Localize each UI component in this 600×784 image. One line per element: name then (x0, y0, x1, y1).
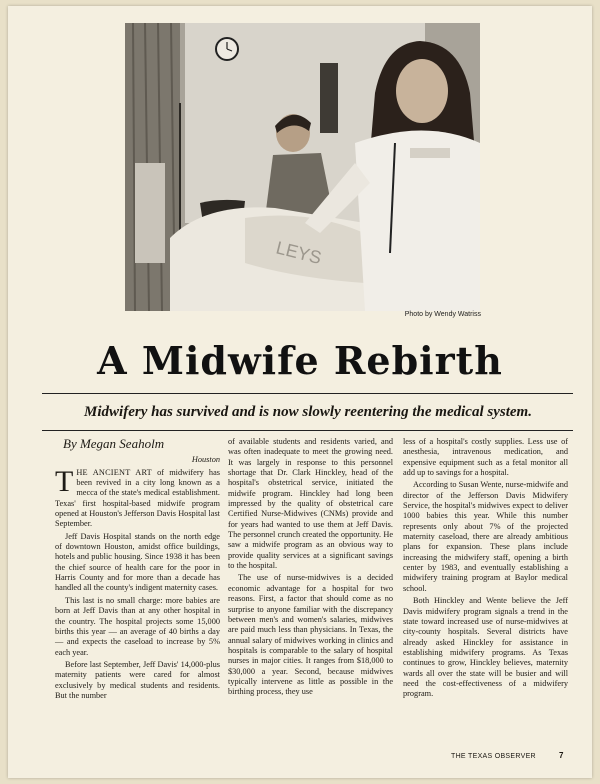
paragraph-text: of midwifery has been revived in a city long known as a mecca of the state's medical establishment. Texas' first hospital-based midwife program opened at Houston's Jefferson Davis Hospital last September. (55, 467, 220, 529)
article-photo (125, 23, 480, 311)
dateline: Houston (191, 455, 220, 465)
paragraph (55, 464, 220, 530)
deck-subtitle: Midwifery has survived and is now slowly reentering the medical system. (84, 404, 532, 420)
paragraph: According to Susan Wente, nurse-midwife and director of the Jefferson Davis Midwifery Service, the hospital's midwives expect to deliver 1000 babies this year. While this number represents only about 7% of the projected maternity caseload, there are already ambitious plans for expansion. These plans include increasing the midwifery staff, opening a birth center by 1983, and eventually establishing a midwifery training program at Baylor medical school. (403, 480, 568, 593)
column-2 (228, 437, 393, 700)
magazine-page (8, 6, 592, 778)
paragraph: of available students and residents varied, and was often inadequate to meet the growing need. It was largely in response to this personnel shortage that Dr. Clark Hinckley, head of the hospital's obstetrical service, initiated the midwife program. Hinckley had long been impressed by the quality of obstetrical care Certified Nurse-Midwives (CNMs) provide and for years had wanted to use them at Jeff Davis. The personnel crunch created the opportunity. He saw a midwife program as an obvious way to provide quality services at a significant savings to the hospital. (228, 437, 393, 571)
lead-caps: HE ANCIENT ART (76, 467, 152, 477)
drop-cap: T (55, 464, 74, 498)
top-rule (42, 393, 573, 394)
paragraph: This last is no small charge: more babies are born at Jeff Davis than at any other hospital in the country. The hospital projects some 15,000 births this year — an average of 40 births a day — and expects the caseload to increase by 5% each year. (55, 595, 220, 657)
publication-name: THE TEXAS OBSERVER (451, 753, 536, 760)
photo-of-midwife-examining-patient-icon (125, 23, 480, 311)
bottom-rule (42, 430, 573, 431)
paragraph: Jeff Davis Hospital stands on the north edge of downtown Houston, amidst office buildings, hotels and public housing. Since 1938 it has been the chief source of health care for the poor in Harris County and for more than a decade has handled all the county's indigent maternity cases. (55, 531, 220, 593)
page-number: 7 (559, 751, 564, 760)
photo-credit: Photo by Wendy Watriss (404, 311, 481, 318)
svg-text:LEYS: LEYS (274, 237, 324, 269)
paragraph: Before last September, Jeff Davis' 14,000-plus maternity patients were cared for almost exclusively by medical students and residents. But the number (55, 659, 220, 700)
column-1 (55, 437, 220, 703)
paragraph: Both Hinckley and Wente believe the Jeff Davis midwifery program signals a trend in the state toward increased use of nurse-midwives at city-county hospitals. Several districts have already asked Hinckley for assistance in establishing midwifery programs. As Texas continues to grow, Hinckley believes, maternity wards all over the state will be busier and will need the cost-effectiveness of a midwifery program. (403, 596, 568, 699)
headline: A Midwife Rebirth (97, 338, 503, 383)
byline: By Megan Seaholm (63, 436, 165, 451)
paragraph: less of a hospital's costly supplies. Less use of anesthesia, intravenous medication, and expensive equipment such as a fetal monitor all add up to savings for a hospital. (403, 437, 568, 478)
paragraph: The use of nurse-midwives is a decided economic advantage for a hospital for two reasons. First, a factor that should come as no surprise to anyone familiar with the discrepancy between men's and women's salaries, midwives are paid much less than physicians. In Texas, the annual salary of midwives working in clinics and hospitals is comparable to the salary of hospital nurses in major cities. It ranges from $18,000 to $30,000 a year. Second, because midwives typically intervene as little as possible in the birthing process, they use (228, 573, 393, 697)
column-3 (403, 437, 568, 702)
